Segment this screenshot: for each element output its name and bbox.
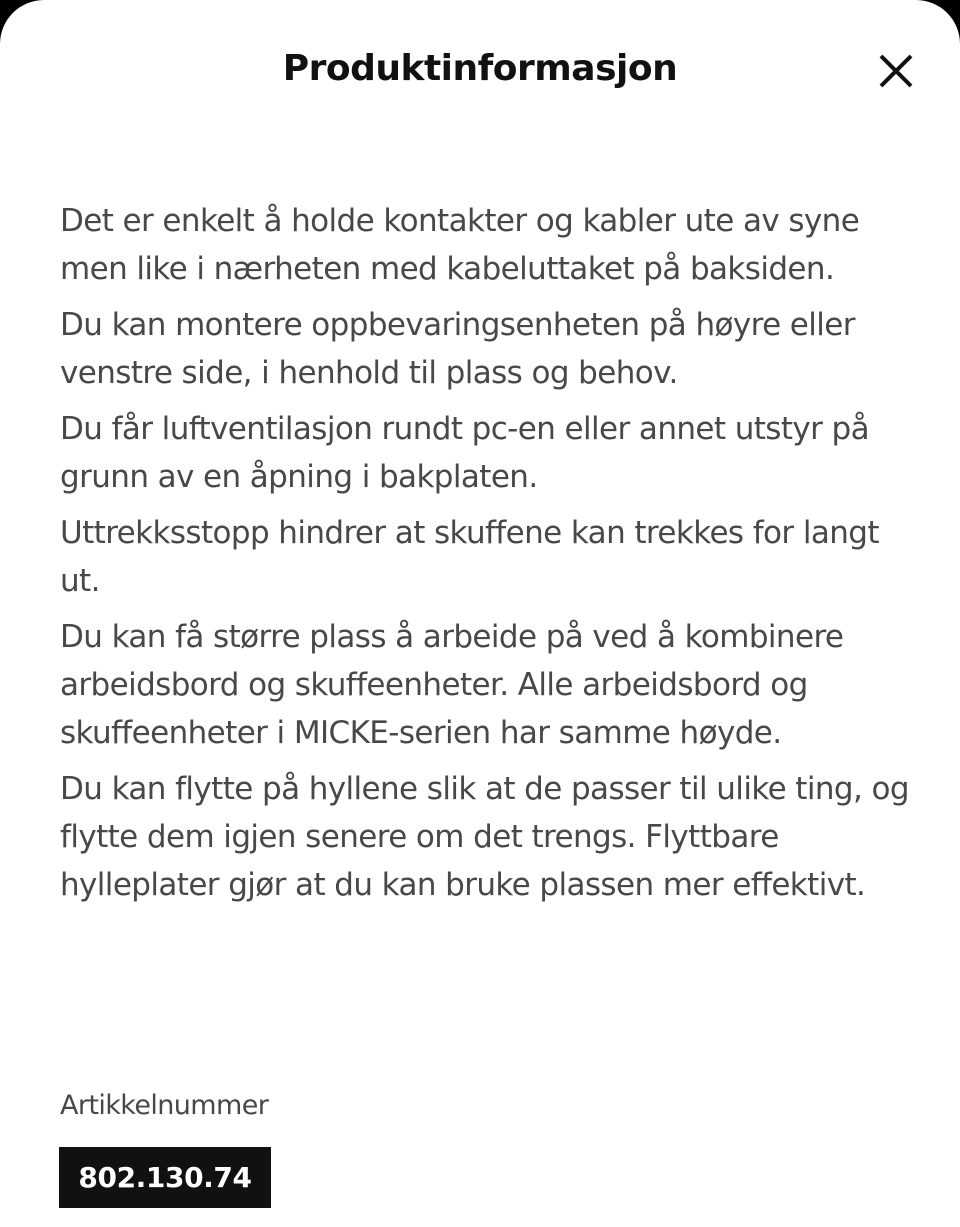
description-paragraph: Du kan flytte på hyllene slik at de passer til ulike ting, og flytte dem igjen senere om det trengs. Flyttbare hylleplater gjør at du kan bruke plassen mer effektivt. bbox=[60, 771, 909, 903]
description-paragraph: Uttrekksstopp hindrer at skuffene kan trekkes for langt ut. bbox=[60, 515, 879, 599]
article-number-label: Artikkelnummer bbox=[60, 1090, 269, 1121]
product-description bbox=[60, 197, 920, 917]
article-number-value: 802.130.74 bbox=[78, 1160, 252, 1194]
article-number-badge bbox=[59, 1147, 271, 1208]
description-paragraph: Det er enkelt å holde kontakter og kabler ute av syne men like i nærheten med kabeluttaket på baksiden. bbox=[60, 203, 860, 287]
close-icon bbox=[878, 53, 914, 89]
modal-header bbox=[0, 38, 960, 102]
description-paragraph: Du kan montere oppbevaringsenheten på høyre eller venstre side, i henhold til plass og behov. bbox=[60, 307, 855, 391]
description-paragraph: Du får luftventilasjon rundt pc-en eller annet utstyr på grunn av en åpning i bakplaten. bbox=[60, 411, 870, 495]
description-paragraph: Du kan få større plass å arbeide på ved å kombinere arbeidsbord og skuffeenheter. Alle arbeidsbord og skuffeenheter i MICKE-serien har samme høyde. bbox=[60, 619, 844, 751]
close-button[interactable] bbox=[868, 46, 924, 96]
modal-title: Produktinformasjon bbox=[282, 48, 678, 89]
